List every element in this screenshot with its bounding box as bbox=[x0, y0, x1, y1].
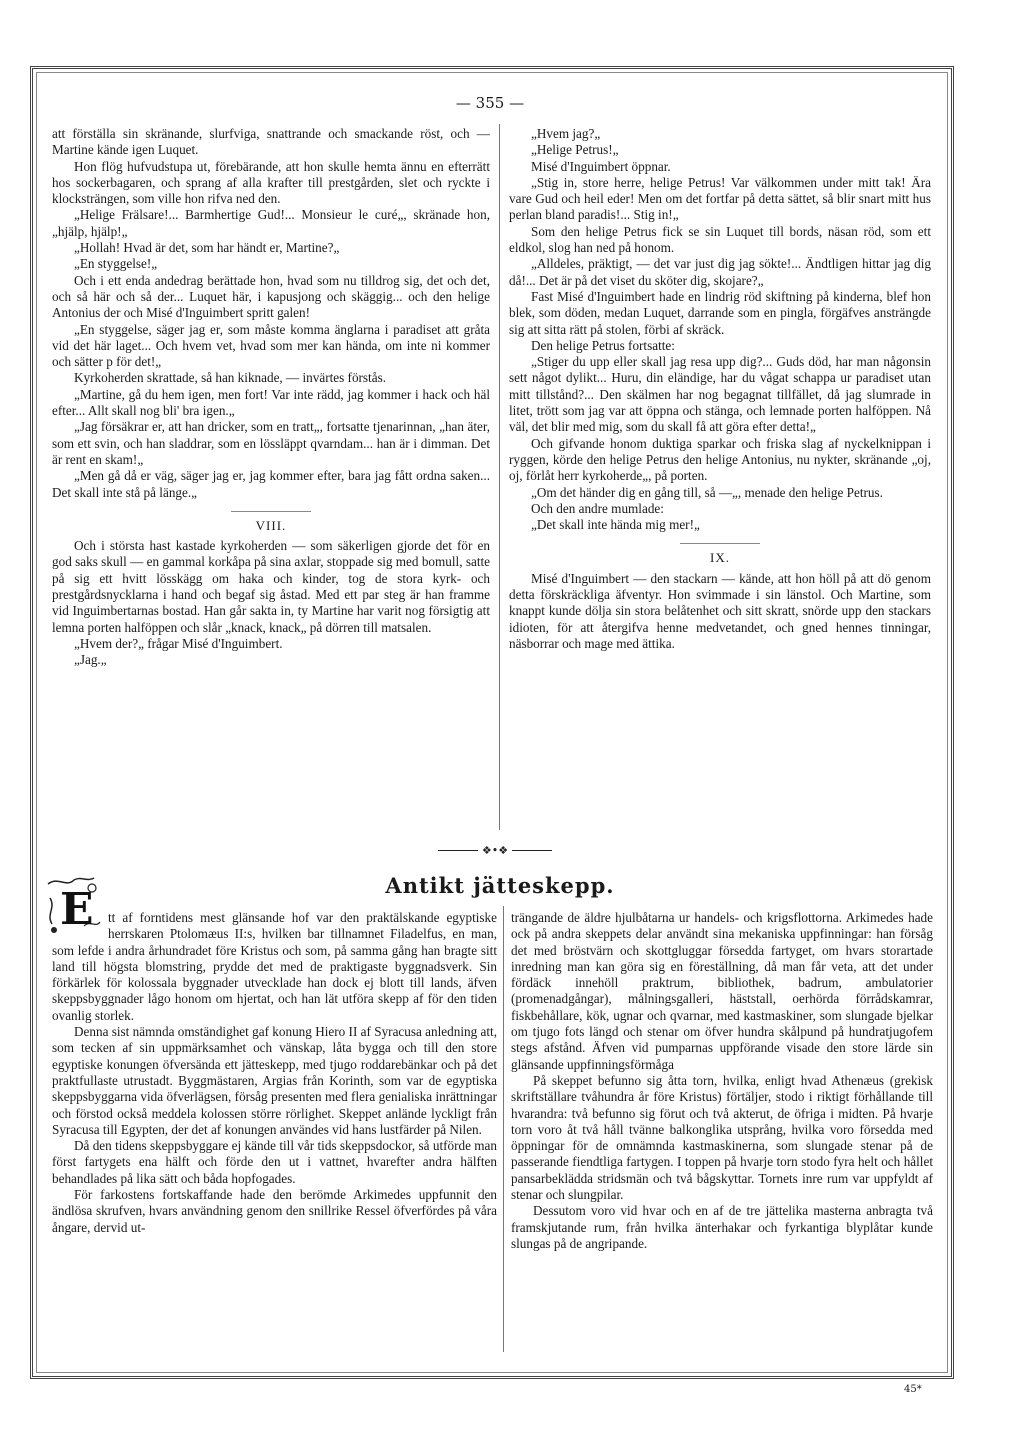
story-paragraph: „En styggelse!„ bbox=[74, 256, 158, 272]
section-heading-viii: VIII. bbox=[255, 517, 287, 533]
story-paragraph: „Alldeles, präktigt, — det var just dig jag sökte!... Ändtligen hittar jag dig då!... Det är på det viset du sköter dig, skojare?„ bbox=[509, 256, 931, 288]
story-paragraph: „Hvem der?„ frågar Misé d'Inguimbert. bbox=[74, 635, 283, 651]
article-paragraph: För farkostens fortskaffande hade den berömde Arkimedes uppfunnit den ändlösa skrufven, hvars användning genom den snillrike Ressel öfverfördes på våra ångare, dervid ut- bbox=[52, 1187, 497, 1235]
story-paragraph: Och i ett enda andedrag berättade hon, hvad som nu tilldrog sig, det och det, och så här och så der... Luquet här, i kapusjong och skäggig... och den helige Antonius der och Misé d'Inguimbert spritt galen! bbox=[52, 272, 490, 321]
article-paragraph: Denna sist nämnda omständighet gaf konung Hiero II af Syracusa anledning att, som tecken af sin uppmärksamhet och vänskap, låta bygga och till den store egyptiske konungen öfversända ett jätteskepp, med tjugo roddarebänkar och på det praktfullaste utrustadt. Byggmästaren, Argias från Korinth, som var de egyptiska skeppsbyggarna vida öfverlägsen, försåg presenten med flera genialiska inrättningar och förstod också meddela kolossen större rörlighet. Skeppet anlände lyckligt från Syracusa till Egypten, der det af konungen användes vid hans lustfärder på Nilen. bbox=[52, 1024, 497, 1137]
story-paragraph: att förställa sin skränande, slurfviga, snattrande och smackande röst, och — Martine kände igen Luquet. bbox=[52, 126, 490, 158]
ornamental-foliage-icon bbox=[44, 874, 102, 936]
story-paragraph: „En styggelse, säger jag er, som måste komma änglarna i paradiset att gråta vid det här laget... Och hvem vet, hvad som mer kan hända, om inte ni kommer och sätter p för det!„ bbox=[52, 321, 490, 370]
story-right-column bbox=[509, 126, 931, 652]
story-paragraph: Kyrkoherden skrattade, så han kiknade, — invärtes förstås. bbox=[74, 370, 387, 386]
story-paragraph: „Stig in, store herre, helige Petrus! Var välkommen under mitt tak! Ära vare Gud och heil eder! Men om det fortfar på detta sättet, så blir snart mitt hus perlan bland paradis!... Stig in!„ bbox=[509, 174, 931, 223]
decorative-initial-e bbox=[44, 874, 102, 936]
story-paragraph: Fast Misé d'Inguimbert hade en lindrig röd skiftning på kinderna, blef hon blek, som döden, medan Luquet, darrande som en pingla, förgäfves ansträngde sig att sitta rätt på stolen, förbi af skräck. bbox=[509, 288, 931, 337]
article-right-column bbox=[511, 910, 933, 1252]
article-paragraph: Då den tidens skeppsbyggare ej kände till vår tids skeppsdockor, så utförde man först fartygets ena hälft och förde den ut i vattnet, hvarefter andra hälften behandlades på lika sätt och båda hopfogades. bbox=[52, 1138, 497, 1186]
ornament-line-left bbox=[438, 850, 478, 851]
section-divider bbox=[231, 511, 311, 512]
column-separator bbox=[503, 906, 504, 1352]
story-paragraph: „Jag.„ bbox=[74, 652, 107, 668]
story-paragraph: „Helige Frälsare!... Barmhertige Gud!... Monsieur le curé„, skränade hon, „hjälp, hjälp!„ bbox=[52, 207, 490, 239]
article-paragraph: Dessutom voro vid hvar och en af de tre jättelika masterna anbragta två framskjutande rum, från hvilka änterhakar och fyrkantiga blyplåtar kunde slungas på de angripande. bbox=[511, 1203, 933, 1251]
story-left-column bbox=[52, 126, 490, 669]
column-separator bbox=[499, 124, 500, 830]
story-paragraph: Hon flög hufvudstupa ut, förebärande, att hon skulle hemta ännu en efterrätt hos sockerbagaren, och sprang af alla krafter till prestgården, slet och ryckte i klocksträngen, som ville hon rifva ned den. bbox=[52, 158, 490, 207]
story-paragraph: Som den helige Petrus fick se sin Luquet till bords, näsan röd, som ett eldkol, slog han ned på honom. bbox=[509, 223, 931, 256]
article-left-column bbox=[52, 884, 497, 1236]
story-paragraph: Och gifvande honom duktiga sparkar och friska slag af nyckelknippan i ryggen, körde den helige Petrus den helige Antonius, nu nykter, skränande „oj, oj, förlåt herr kyrkoherde„, på porten. bbox=[509, 435, 931, 484]
page-number: — 355 — bbox=[455, 94, 525, 112]
dropcap-letter: E bbox=[60, 884, 94, 935]
story-paragraph: „Det skall inte hända mig mer!„ bbox=[531, 517, 700, 533]
story-paragraph: Och den andre mumlade: bbox=[531, 500, 664, 516]
signature-mark: 45* bbox=[904, 1384, 922, 1395]
article-title: Antikt jätteskepp. bbox=[385, 873, 615, 898]
section-divider bbox=[680, 543, 760, 544]
story-paragraph: „Martine, gå du hem igen, men fort! Var inte rädd, jag kommer i hack och häl efter... Allt skall nog bli' bra igen.„ bbox=[52, 386, 490, 419]
ornament-divider bbox=[430, 843, 560, 857]
ornament-line-right bbox=[512, 850, 552, 851]
story-paragraph: „Stiger du upp eller skall jag resa upp dig?... Guds död, har man någonsin sett något dylikt... Huru, din eländige, har du vågat schappa ur paradiset utan mitt tillstånd?... Den skälmen har nog begagnat tillfället, då jag slumrade in litet, trött som jag var att öppna och stänga, och lemnade porten halföppen. Nå väl, det blir med mig, som du skall få att göra efter detta!„ bbox=[509, 354, 931, 435]
ornament-center-icon: ❖•❖ bbox=[481, 843, 509, 857]
story-paragraph: Misé d'Inguimbert öppnar. bbox=[531, 158, 671, 174]
story-paragraph: „Hollah! Hvad är det, som har händt er, Martine?„ bbox=[74, 240, 340, 256]
article-paragraph: På skeppet befunno sig åtta torn, hvilka, enligt hvad Athenæus (grekisk skriftställare tvåhundra år före Kristus) förtäljer, stodo i riktigt förhållande till hvarandra: två befunno sig förut och två akterut, de öfriga i midten. På hvarje torn voro åt två håll tvänne balkonglika utsprång, hvilka voro försedda med öppningar för de omnämnda kastmaskinerna, som slungade stenar på de passerande fiendtliga fartygen. I toppen på hvarje torn stodo fyra helt och hållet pansarbeklädda stridsmän och två bågskyttar. Tornets inre rum var uppfyldt af stenar och slungpilar. bbox=[511, 1072, 933, 1203]
story-paragraph: „Om det händer dig en gång till, så —„, menade den helige Petrus. bbox=[531, 484, 883, 500]
story-paragraph: Misé d'Inguimbert — den stackarn — kände, att hon höll på att dö genom detta förskräckliga äfventyr. Hon svimmade i sin länstol. Och Martine, som knappt kunde dölja sin stora belåtenhet och sitt skratt, snörde upp den stackars idioten, för att återgifva henne medvetandet, och gned hennes tinningar, näsborrar och mage med ättika. bbox=[509, 570, 931, 651]
article-paragraph: trängande de äldre hjulbåtarna ur handels- och krigsflottorna. Arkimedes hade ock på andra skeppets delar användt sina mekaniska uppfinningar: han försåg det med bröstvärn och skottgluggar försedda fartyget, om hvars storartade inredning man kan göra sig en föreställning, då man får veta, att det under fördäck innehöll praktrum, bibliothek, badrum, ambulatorier (promenadgångar), målningsgalleri, häststall, oerhörda förrådskamrar, fiskbehållare, kök, ugnar och qvarnar, med kastmaskiner, som slungade bjelkar om tjugo fots längd och stenar om öfver hundra skålpund på hundratjugofem stegs afstånd. Äfven vid pumparnas uppförande visade den store lärde sin glänsande uppfinningsförmåga bbox=[511, 910, 933, 1072]
story-paragraph: Och i största hast kastade kyrkoherden — som säkerligen gjorde det för en god saks skull — en gammal korkåpa på sina axlar, stoppade sig med bomull, satte på sig ett hvitt lösskägg om haka och kinder, tog de stora kyrk- och prestgårdsnycklarna i hand och begaf sig åstad. Med ett par steg är han framme vid Inguimbertarnas bostad. Han går sakta in, ty Martine har varit nog försigtig att lemna porten halföppen och slår „knack, knack„ på dörren till matsalen. bbox=[52, 538, 490, 635]
story-paragraph: Den helige Petrus fortsatte: bbox=[531, 337, 675, 353]
story-paragraph: „Jag försäkrar er, att han dricker, som en tratt„, fortsatte tjenarinnan, „han äter, som ett svin, och han sladdrar, som en lössläppt qvarndam... han är i dimman. Det är rent en skam!„ bbox=[52, 419, 490, 467]
story-paragraph: „Hvem jag?„ bbox=[531, 126, 601, 141]
story-paragraph: „Men gå då er väg, säger jag er, jag kommer efter, bara jag fått ordna saken... Det skall inte stå på länge.„ bbox=[52, 468, 490, 500]
section-heading-ix: IX. bbox=[710, 550, 730, 566]
article-paragraph: tt af forntidens mest glänsande hof var den praktälskande egyptiske herrskaren Ptolomæus II:s, hvilken bar tillnamnet Filadelfus, en man, som lefde i andra århundradet före Kristus och som, på samma gång han bragte sitt land till högsta blomstring, prydde det med de praktigaste byggnadsverk. Sin förkärlek för kolossala byggnader utvecklade han dock ej blott till lands, äfven skeppsbyggnader lågo honom om hjertat, och han lät utföra skepp af för den tiden ovanlig storlek. bbox=[52, 910, 497, 1023]
story-paragraph: „Helige Petrus!„ bbox=[531, 142, 619, 158]
